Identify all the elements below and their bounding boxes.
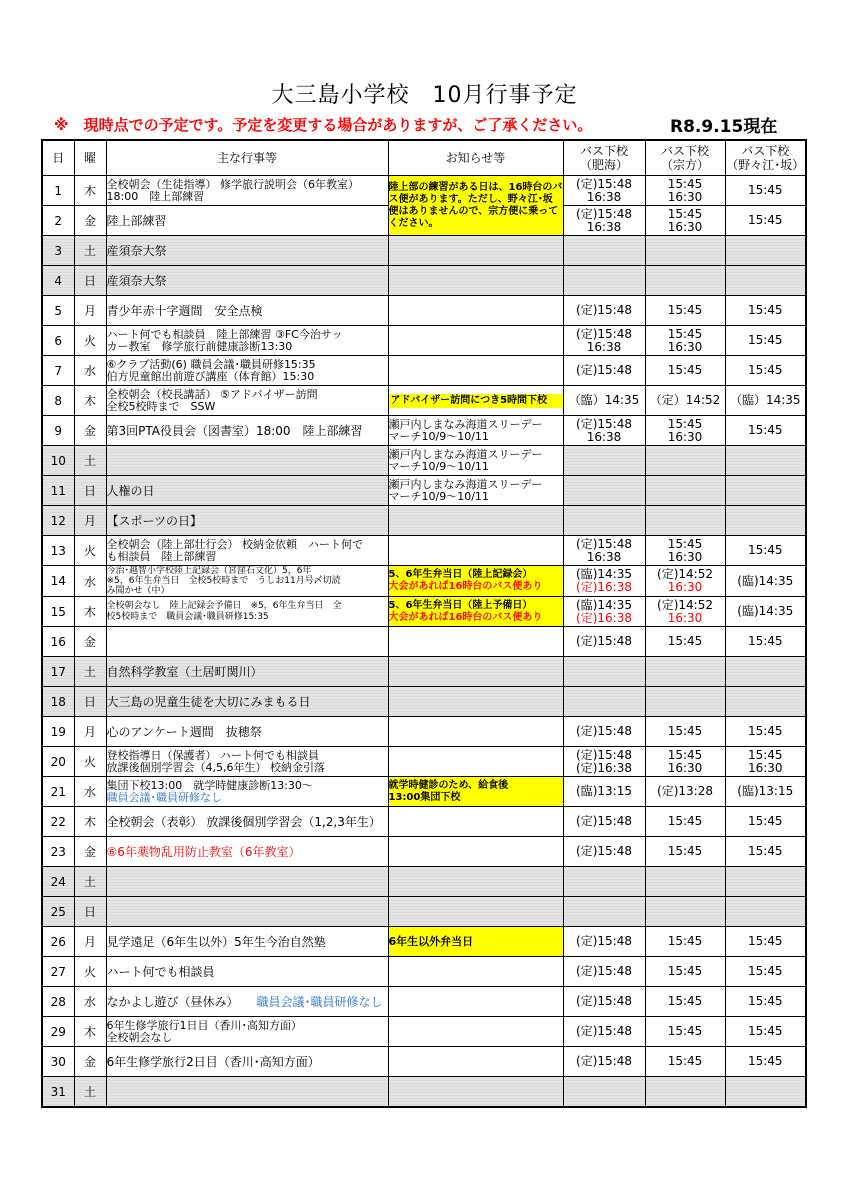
- bus-hikai-cell: (定)15:48: [563, 927, 645, 957]
- events-cell: 産須奈大祭: [106, 266, 388, 296]
- bus-hikai-cell: [563, 867, 645, 897]
- table-row: [42, 356, 806, 386]
- table-row: [42, 386, 806, 416]
- bus-munakata-cell: [645, 506, 725, 536]
- notice-cell: [388, 987, 563, 1017]
- bus-munakata-cell: (定)14:52 16:30: [645, 566, 725, 597]
- notice-cell: 就学時健診のため、給食後 13:00集団下校: [388, 777, 563, 807]
- bus-hikai-cell: [563, 446, 645, 476]
- bus-hikai-cell: (定)15:48: [563, 807, 645, 837]
- header-day: 日: [42, 140, 74, 176]
- bus-hikai-cell: (定)15:48: [563, 1017, 645, 1047]
- bus-nonoe-cell: （臨）14:35: [725, 386, 806, 416]
- weekday-cell: 火: [74, 747, 106, 777]
- header-bus-hikai: バス下校 （肥海）: [563, 140, 645, 176]
- bus-hikai-cell: (定)15:48 (定)16:38: [563, 747, 645, 777]
- weekday-cell: 金: [74, 627, 106, 657]
- bus-hikai-cell: （臨）14:35: [563, 386, 645, 416]
- bus-munakata-cell: 15:45: [645, 1047, 725, 1077]
- events-cell: なかよし遊び（昼休み） 職員会議･職員研修なし: [106, 987, 388, 1017]
- day-cell: 3: [42, 236, 74, 266]
- schedule-table: [41, 139, 807, 1108]
- bus-nonoe-cell: 15:45: [725, 837, 806, 867]
- events-cell: 陸上部練習: [106, 206, 388, 236]
- weekday-cell: 木: [74, 176, 106, 206]
- bus-munakata-cell: [645, 687, 725, 717]
- bus-munakata-cell: 15:45: [645, 1017, 725, 1047]
- weekday-cell: 金: [74, 416, 106, 446]
- bus-nonoe-cell: 15:45: [725, 326, 806, 356]
- events-cell: 【スポーツの日】: [106, 506, 388, 536]
- day-cell: 17: [42, 657, 74, 687]
- bus-munakata-cell: 15:45: [645, 807, 725, 837]
- bus-munakata-cell: 15:45: [645, 957, 725, 987]
- notice-cell: [388, 837, 563, 867]
- table-row: [42, 687, 806, 717]
- bus-hikai-cell: (定)15:48: [563, 987, 645, 1017]
- weekday-cell: 木: [74, 386, 106, 416]
- table-row: [42, 326, 806, 356]
- bus-nonoe-cell: 15:45: [725, 536, 806, 566]
- header-events: 主な行事等: [106, 140, 388, 176]
- events-cell: 産須奈大祭: [106, 236, 388, 266]
- table-row: [42, 1047, 806, 1077]
- header-bus-nonoe: バス下校 （野々江･坂）: [725, 140, 806, 176]
- notice-cell: [388, 687, 563, 717]
- day-cell: 30: [42, 1047, 74, 1077]
- bus-nonoe-cell: 15:45: [725, 807, 806, 837]
- events-cell: [106, 867, 388, 897]
- table-row: [42, 867, 806, 897]
- bus-hikai-cell: [563, 897, 645, 927]
- notice-text: ※ 現時点での予定です。予定を変更する場合がありますが、ご了承ください。: [54, 116, 593, 134]
- table-row: [42, 266, 806, 296]
- day-cell: 10: [42, 446, 74, 476]
- day-cell: 9: [42, 416, 74, 446]
- bus-hikai-cell: (定)15:48 16:38: [563, 536, 645, 566]
- header-row: [42, 140, 806, 176]
- bus-nonoe-cell: 15:45: [725, 957, 806, 987]
- day-cell: 2: [42, 206, 74, 236]
- bus-hikai-cell: (定)15:48: [563, 627, 645, 657]
- bus-munakata-cell: 15:45: [645, 627, 725, 657]
- weekday-cell: 木: [74, 597, 106, 627]
- bus-hikai-cell: (定)15:48: [563, 717, 645, 747]
- day-cell: 25: [42, 897, 74, 927]
- day-cell: 27: [42, 957, 74, 987]
- notice-cell: 5、6年生弁当日（陸上予備日） 大会があれば16時台のバス便あり: [388, 597, 563, 627]
- bus-hikai-cell: (定)15:48 16:38: [563, 416, 645, 446]
- notice-cell: 瀬戸内しまなみ海道スリーデー マーチ10/9～10/11: [388, 416, 563, 446]
- day-cell: 28: [42, 987, 74, 1017]
- events-cell: 心のアンケート週間 抜穂祭: [106, 717, 388, 747]
- table-row: [42, 627, 806, 657]
- table-row: [42, 927, 806, 957]
- weekday-cell: 月: [74, 927, 106, 957]
- bus-munakata-cell: [645, 1077, 725, 1108]
- bus-nonoe-cell: 15:45: [725, 1017, 806, 1047]
- events-cell: 6年生修学旅行2日目（香川･高知方面）: [106, 1047, 388, 1077]
- events-cell: 大三島の児童生徒を大切にみまもる日: [106, 687, 388, 717]
- bus-munakata-cell: [645, 236, 725, 266]
- events-cell: 見学遠足（6年生以外）5年生今治自然塾: [106, 927, 388, 957]
- bus-hikai-cell: (臨)13:15: [563, 777, 645, 807]
- events-cell: 6年生修学旅行1日目（香川･高知方面） 全校朝会なし: [106, 1017, 388, 1047]
- day-cell: 21: [42, 777, 74, 807]
- events-cell: 集団下校13:00 就学時健康診断13:30～ 職員会議･職員研修なし: [106, 777, 388, 807]
- table-row: [42, 446, 806, 476]
- bus-munakata-cell: 15:45 16:30: [645, 416, 725, 446]
- bus-hikai-cell: (定)15:48: [563, 296, 645, 326]
- bus-munakata-cell: 15:45 16:30: [645, 206, 725, 236]
- bus-nonoe-cell: [725, 446, 806, 476]
- notice-cell: 瀬戸内しまなみ海道スリーデー マーチ10/9～10/11: [388, 476, 563, 506]
- bus-munakata-cell: （定）14:52: [645, 386, 725, 416]
- day-cell: 11: [42, 476, 74, 506]
- advisor-visit-notice: アドバイザー訪問につき5時間下校: [389, 394, 563, 408]
- bus-nonoe-cell: [725, 236, 806, 266]
- bus-hikai-cell: (臨)14:35 (定)16:38: [563, 566, 645, 597]
- events-cell: ハート何でも相談員 陸上部練習 ③FC今治サッ カー教室 修学旅行前健康診断13:30: [106, 326, 388, 356]
- day-cell: 19: [42, 717, 74, 747]
- day-cell: 8: [42, 386, 74, 416]
- bus-nonoe-cell: 15:45 16:30: [725, 747, 806, 777]
- day-cell: 23: [42, 837, 74, 867]
- bus-munakata-cell: 15:45: [645, 296, 725, 326]
- bus-nonoe-cell: [725, 506, 806, 536]
- bus-hikai-cell: [563, 506, 645, 536]
- weekday-cell: 月: [74, 717, 106, 747]
- bus-hikai-cell: (定)15:48 16:38: [563, 326, 645, 356]
- bus-munakata-cell: 15:45: [645, 837, 725, 867]
- notice-cell: [388, 536, 563, 566]
- bus-nonoe-cell: 15:45: [725, 717, 806, 747]
- bus-hikai-cell: (臨)14:35 (定)16:38: [563, 597, 645, 627]
- notice-cell: [388, 717, 563, 747]
- events-cell: 人権の日: [106, 476, 388, 506]
- weekday-cell: 火: [74, 536, 106, 566]
- weekday-cell: 日: [74, 687, 106, 717]
- day-cell: 16: [42, 627, 74, 657]
- events-cell: [106, 446, 388, 476]
- bus-nonoe-cell: (臨)14:35: [725, 597, 806, 627]
- notice-cell: [388, 1017, 563, 1047]
- notice-cell: [388, 266, 563, 296]
- bus-nonoe-cell: 15:45: [725, 356, 806, 386]
- table-row: [42, 236, 806, 266]
- bus-nonoe-cell: [725, 897, 806, 927]
- weekday-cell: 土: [74, 1077, 106, 1108]
- bus-munakata-cell: (定)13:28: [645, 777, 725, 807]
- table-row: [42, 897, 806, 927]
- weekday-cell: 日: [74, 266, 106, 296]
- day-cell: 22: [42, 807, 74, 837]
- weekday-cell: 月: [74, 296, 106, 326]
- bus-nonoe-cell: 15:45: [725, 987, 806, 1017]
- table-row: [42, 296, 806, 326]
- table-row: [42, 416, 806, 446]
- bus-munakata-cell: 15:45: [645, 987, 725, 1017]
- header-bus-munakata: バス下校 （宗方）: [645, 140, 725, 176]
- day-cell: 29: [42, 1017, 74, 1047]
- weekday-cell: 火: [74, 957, 106, 987]
- day-cell: 14: [42, 566, 74, 597]
- day-cell: 5: [42, 296, 74, 326]
- table-row: [42, 957, 806, 987]
- table-row: [42, 747, 806, 777]
- notice-cell: [388, 867, 563, 897]
- weekday-cell: 水: [74, 987, 106, 1017]
- notice-cell: [388, 1077, 563, 1108]
- bus-nonoe-cell: 15:45: [725, 627, 806, 657]
- events-cell: 自然科学教室（土居町関川）: [106, 657, 388, 687]
- bus-hikai-cell: [563, 687, 645, 717]
- bus-hikai-cell: (定)15:48: [563, 356, 645, 386]
- bus-hikai-cell: (定)15:48: [563, 957, 645, 987]
- weekday-cell: 土: [74, 446, 106, 476]
- events-cell: 全校朝会（陸上部壮行会） 校納金依頼 ハート何で も相談員 陸上部練習: [106, 536, 388, 566]
- notice-cell: [388, 296, 563, 326]
- weekday-cell: 水: [74, 356, 106, 386]
- day-cell: 6: [42, 326, 74, 356]
- table-row: [42, 476, 806, 506]
- table-row: [42, 837, 806, 867]
- day-cell: 12: [42, 506, 74, 536]
- header-weekday: 曜: [74, 140, 106, 176]
- day-cell: 1: [42, 176, 74, 206]
- table-row: [42, 176, 806, 206]
- events-cell: 今治･越智小学校陸上記録会（宮窪石文化）5，6年 ※5，6年生弁当日 全校5校時まで うしお11月号〆切読 み聞かせ（中）: [106, 566, 388, 597]
- notice-cell: [388, 506, 563, 536]
- notice-cell: 5、6年生弁当日（陸上記録会） 大会があれば16時台のバス便あり: [388, 566, 563, 597]
- table-row: [42, 807, 806, 837]
- as-of-date: R8.9.15現在: [670, 117, 778, 137]
- bus-hikai-cell: [563, 476, 645, 506]
- weekday-cell: 金: [74, 837, 106, 867]
- events-cell: [106, 627, 388, 657]
- weekday-cell: 木: [74, 1017, 106, 1047]
- notice-cell: 6年生以外弁当日: [388, 927, 563, 957]
- weekday-cell: 水: [74, 777, 106, 807]
- day-cell: 31: [42, 1077, 74, 1108]
- bus-munakata-cell: [645, 446, 725, 476]
- events-cell: [106, 897, 388, 927]
- bus-nonoe-cell: [725, 266, 806, 296]
- table-row: [42, 536, 806, 566]
- events-cell: 全校朝会（生徒指導） 修学旅行説明会（6年教室） 18:00 陸上部練習: [106, 176, 388, 206]
- weekday-cell: 火: [74, 326, 106, 356]
- bus-nonoe-cell: 15:45: [725, 176, 806, 206]
- notice-cell: [388, 386, 563, 416]
- notice-cell: [388, 657, 563, 687]
- notice-cell: [388, 897, 563, 927]
- bus-munakata-cell: 15:45 16:30: [645, 747, 725, 777]
- bus-munakata-cell: [645, 266, 725, 296]
- weekday-cell: 水: [74, 566, 106, 597]
- notice-cell: [388, 236, 563, 266]
- weekday-cell: 日: [74, 476, 106, 506]
- page-title: 大三島小学校 10月行事予定: [271, 83, 578, 108]
- bus-nonoe-cell: [725, 867, 806, 897]
- bus-nonoe-cell: [725, 657, 806, 687]
- bus-munakata-cell: (定)14:52 16:30: [645, 597, 725, 627]
- notice-cell: [388, 957, 563, 987]
- events-cell: 青少年赤十字週間 安全点検: [106, 296, 388, 326]
- notice-cell: 瀬戸内しまなみ海道スリーデー マーチ10/9～10/11: [388, 446, 563, 476]
- weekday-cell: 金: [74, 206, 106, 236]
- notice-cell: [388, 747, 563, 777]
- bus-munakata-cell: [645, 476, 725, 506]
- weekday-cell: 土: [74, 867, 106, 897]
- bus-munakata-cell: 15:45: [645, 927, 725, 957]
- day-cell: 20: [42, 747, 74, 777]
- bus-nonoe-cell: 15:45: [725, 206, 806, 236]
- notice-cell: [388, 627, 563, 657]
- events-cell: 登校指導日（保護者） ハート何でも相談員 放課後個別学習会（4,5,6年生） 校納金引落: [106, 747, 388, 777]
- notice-cell: [388, 356, 563, 386]
- notice-cell: [388, 1047, 563, 1077]
- weekday-cell: 木: [74, 807, 106, 837]
- events-cell: ハート何でも相談員: [106, 957, 388, 987]
- bus-munakata-cell: 15:45: [645, 717, 725, 747]
- bus-nonoe-cell: (臨)14:35: [725, 566, 806, 597]
- day-cell: 7: [42, 356, 74, 386]
- events-cell: 全校朝会（校長講話） ⑤アドバイザー訪問 全校5校時まで SSW: [106, 386, 388, 416]
- bus-nonoe-cell: [725, 1077, 806, 1108]
- bus-nonoe-cell: 15:45: [725, 416, 806, 446]
- events-cell: 第3回PTA役員会（図書室）18:00 陸上部練習: [106, 416, 388, 446]
- bus-nonoe-cell: (臨)13:15: [725, 777, 806, 807]
- table-row: [42, 777, 806, 807]
- weekday-cell: 月: [74, 506, 106, 536]
- bus-hikai-cell: [563, 657, 645, 687]
- table-row: [42, 657, 806, 687]
- bus-nonoe-cell: [725, 476, 806, 506]
- bus-hikai-cell: (定)15:48: [563, 837, 645, 867]
- table-row: [42, 717, 806, 747]
- table-row: [42, 1077, 806, 1108]
- table-row: [42, 1017, 806, 1047]
- bus-hikai-cell: (定)15:48 16:38: [563, 176, 645, 206]
- bus-munakata-cell: 15:45 16:30: [645, 536, 725, 566]
- events-cell: 全校朝会（表彰） 放課後個別学習会（1,2,3年生）: [106, 807, 388, 837]
- bus-munakata-cell: [645, 897, 725, 927]
- bus-munakata-cell: 15:45 16:30: [645, 176, 725, 206]
- table-row: [42, 506, 806, 536]
- table-row: [42, 987, 806, 1017]
- bus-hikai-cell: [563, 266, 645, 296]
- events-cell: [106, 1077, 388, 1108]
- weekday-cell: 金: [74, 1047, 106, 1077]
- day-cell: 26: [42, 927, 74, 957]
- table-row: [42, 597, 806, 627]
- day-cell: 4: [42, 266, 74, 296]
- table-row: [42, 566, 806, 597]
- bus-hikai-cell: (定)15:48: [563, 1047, 645, 1077]
- events-cell: ⑥6年薬物乱用防止教室（6年教室）: [106, 837, 388, 867]
- weekday-cell: 日: [74, 897, 106, 927]
- day-cell: 13: [42, 536, 74, 566]
- events-cell: 全校朝会なし 陸上記録会予備日 ※5，6年生弁当日 全 校5校時まで 職員会議･職員研修15:35: [106, 597, 388, 627]
- bus-nonoe-cell: 15:45: [725, 927, 806, 957]
- bus-munakata-cell: 15:45 16:30: [645, 326, 725, 356]
- bus-nonoe-cell: [725, 687, 806, 717]
- day-cell: 15: [42, 597, 74, 627]
- bus-nonoe-cell: 15:45: [725, 1047, 806, 1077]
- weekday-cell: 土: [74, 657, 106, 687]
- bus-hikai-cell: (定)15:48 16:38: [563, 206, 645, 236]
- notice-cell: [388, 326, 563, 356]
- header-notices: お知らせ等: [388, 140, 563, 176]
- bus-munakata-cell: 15:45: [645, 356, 725, 386]
- notice-cell-practice-bus: 陸上部の練習がある日は、16時台のバス便があります。ただし、野々江･坂便はありませんので、宗方便に乗ってください。: [388, 176, 563, 236]
- day-cell: 24: [42, 867, 74, 897]
- events-cell: ⑥クラブ活動(6) 職員会議･職員研修15:35 伯方児童館出前遊び講座（体育館）15:30: [106, 356, 388, 386]
- day-cell: 18: [42, 687, 74, 717]
- bus-hikai-cell: [563, 236, 645, 266]
- weekday-cell: 土: [74, 236, 106, 266]
- bus-munakata-cell: [645, 867, 725, 897]
- bus-hikai-cell: [563, 1077, 645, 1108]
- bus-nonoe-cell: 15:45: [725, 296, 806, 326]
- bus-munakata-cell: [645, 657, 725, 687]
- notice-cell: [388, 807, 563, 837]
